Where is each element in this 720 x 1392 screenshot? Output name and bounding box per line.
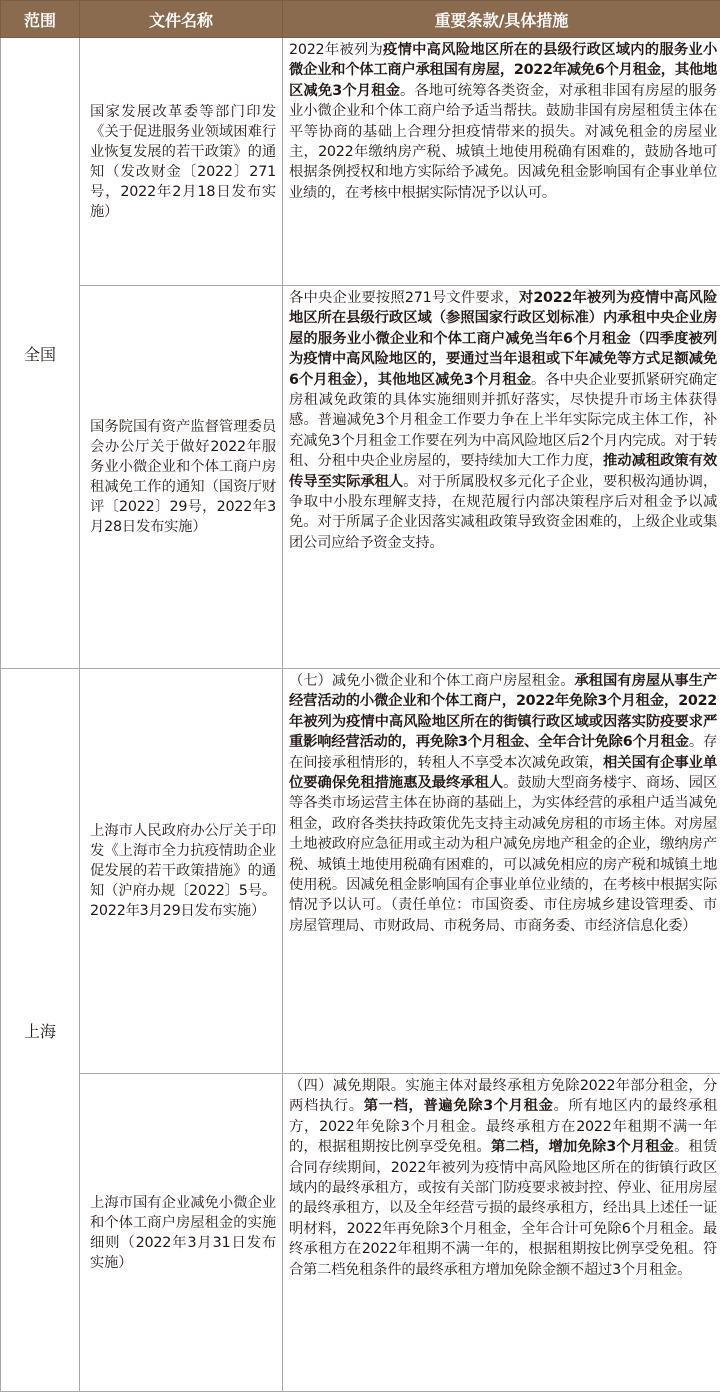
table-row [1, 1074, 720, 1392]
clause-text: 。各地可统筹各类资金，对承租非国有房屋的服务业小微企业和个体工商户给予适当帮扶。鼓励非国有房屋租赁主体在平等协商的基础上合理分担疫情带来的损失。对减免租金的房屋业主，2022年缴纳房产税、城镇土地使用税确有困难的，鼓励各地可根据条例授权和地方实际给予减免。因减免租金影响国有企事业单位业绩的，在考核中根据实际情况予以认可。 [289, 83, 717, 201]
scope-cell-shanghai: 上海 [1, 669, 80, 1392]
header-row [1, 1, 720, 38]
file-name: 国家发展改革委等部门印发《关于促进服务业领域困难行业恢复发展的若干政策》的通知（发改财金〔2022〕271号，2022年2月18日发布实施） [90, 102, 276, 222]
measures-cell [283, 286, 720, 669]
highlighted-clause: 第二档，增加免除3个月租金 [491, 1139, 674, 1155]
clause-text: 各中央企业要按照271号文件要求， [289, 290, 519, 306]
clause-text: 。租赁合同存续期间，2022年被列为疫情中高风险地区所在的街镇行政区域内的最终承租方，或按有关部门防疫要求被封控、停业、征用房屋的最终承租方，以及全年经营亏损的最终承租方，经出具上述任一证明材料，2022年再免除3个月租金，全年合计可免除6个月租金。最终承租方在2022年租期不满一年的，根据租期按比例享受免租。符合第二档免租条件的最终承租方增加免除金额不超过3个月租金。 [289, 1139, 717, 1277]
header-measures: 重要条款/具体措施 [283, 1, 720, 38]
table-row [1, 38, 720, 286]
clause-text: 。对于所属股权多元化子企业，要积极沟通协调，争取中小股东理解支持，在规范履行内部决策程序后对租金予以减免。对于所属子企业因落实减租政策导致资金困难的，上级企业或集团公司应给予资金支持。 [289, 474, 717, 551]
measures-text [289, 671, 717, 936]
file-name-cell [80, 1074, 283, 1392]
file-name: 上海市人民政府办公厅关于印发《上海市全力抗疫情助企业促发展的若干政策措施》的通知（沪府办规〔2022〕5号。2022年3月29日发布实施） [90, 821, 276, 921]
header-file: 文件名称 [80, 1, 283, 38]
measures-text [289, 1076, 717, 1280]
file-name: 国务院国有资产监督管理委员会办公厅关于做好2022年服务业小微企业和个体工商户房租减免工作的通知（国资厅财评〔2022〕29号，2022年3月28日发布实施） [90, 417, 276, 537]
table-row [1, 669, 720, 1074]
clause-text: 。各中央企业要抓紧研究确定房租减免政策的具体实施细则并抓好落实，尽快提升市场主体获得感。普遍减免3个月租金工作要力争在上半年实际完成主体工作，补充减免3个月租金工作要在列为中高风险地区后2个月内完成。对于转租、分租中央企业房屋的，要持续加大工作力度， [289, 372, 717, 470]
clause-text: 2022年被列为 [289, 42, 383, 58]
highlighted-clause: 承租国有房屋从事生产经营活动的小微企业和个体工商户，2022年免除3个月租金，2022年被列为疫情中高风险地区所在的街镇行政区域或因落实防疫要求严重影响经营活动的，再免除3个月租金、全年合计免除6个月租金 [289, 673, 717, 750]
highlighted-clause: 相关国有企事业单位要确保免租措施惠及最终承租人 [289, 755, 717, 791]
file-name: 上海市国有企业减免小微企业和个体工商户房屋租金的实施细则（2022年3月31日发布实施） [90, 1193, 276, 1273]
clause-text: 。鼓励大型商务楼宇、商场、园区等各类市场运营主体在协商的基础上，为实体经营的承租户适当减免租金，政府各类扶持政策优先支持主动减免房租的市场主体。对房屋土地被政府应急征用或主动为租户减免房地产租金的企业，缴纳房产税、城镇土地使用税确有困难的，可以减免相应的房产税和城镇土地使用税。因减免租金影响国有企事业单位业绩的，在考核中根据实际情况予以认可。（责任单位：市国资委、市住房城乡建设管理委、市房屋管理局、市财政局、市税务局、市商务委、市经济信息化委） [289, 775, 717, 934]
highlighted-clause: 疫情中高风险地区所在的县级行政区域内的服务业小微企业和个体工商户承租国有房屋，2022年减免6个月租金，其他地区减免3个月租金 [289, 42, 717, 99]
highlighted-clause: 第一档，普遍免除3个月租金 [364, 1098, 554, 1114]
measures-text [289, 40, 717, 203]
file-name-cell [80, 38, 283, 286]
measures-cell [283, 1074, 720, 1392]
clause-text: 。所有地区内的最终承租方，2022年免除3个月租金。最终承租方在2022年租期不满一年的，根据租期按比例享受免租。 [289, 1098, 717, 1155]
measures-cell [283, 38, 720, 286]
table-row [1, 286, 720, 669]
clause-text: 。存在间接承租情形的，转租人不享受本次减免政策， [289, 734, 717, 770]
measures-cell [283, 669, 720, 1074]
header-scope: 范围 [1, 1, 80, 38]
file-name-cell [80, 286, 283, 669]
highlighted-clause: 推动减租政策有效传导至实际承租人 [289, 453, 717, 489]
scope-cell-national: 全国 [1, 38, 80, 669]
clause-text: （四）减免期限。实施主体对最终承租方免除2022年部分租金，分两档执行。 [289, 1078, 717, 1114]
clause-text: （七）减免小微企业和个体工商户房屋租金。 [289, 673, 574, 689]
file-name-cell [80, 669, 283, 1074]
highlighted-clause: 对2022年被列为疫情中高风险地区所在县级行政区域（参照国家行政区划标准）内承租中央企业房屋的服务业小微企业和个体工商户减免当年6个月租金（四季度被列为疫情中高风险地区的，要通过当年退租或下年减免等方式足额减免6个月租金），其他地区减免3个月租金 [289, 290, 717, 388]
measures-text [289, 288, 717, 553]
